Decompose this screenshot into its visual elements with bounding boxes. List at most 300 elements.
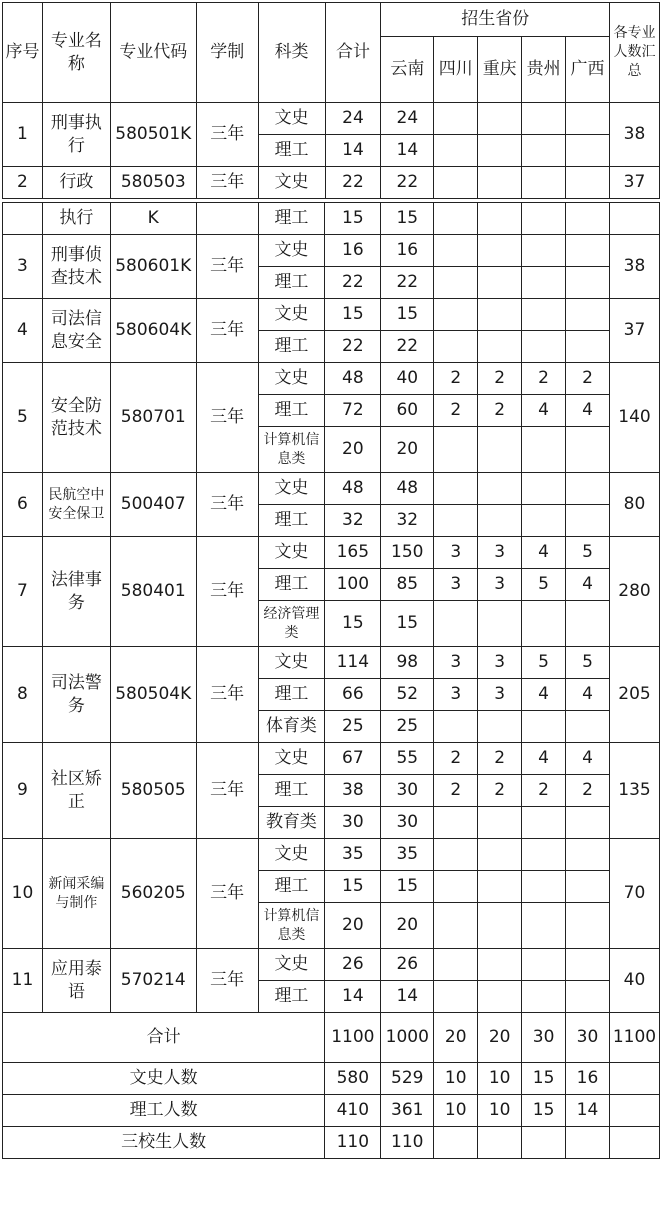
header-category: 科类	[258, 3, 325, 103]
cell-duration: 三年	[196, 647, 258, 743]
cell-province-value: 55	[381, 743, 434, 775]
cell-province-value: 2	[434, 363, 478, 395]
cell-province-value	[434, 839, 478, 871]
cell-major-name: 社区矫正	[42, 743, 110, 839]
cell-province-value	[522, 427, 566, 473]
cell-total: 48	[325, 473, 381, 505]
cell-total: 35	[325, 839, 381, 871]
cell-province-value: 26	[381, 949, 434, 981]
cell-major-code: 500407	[110, 473, 196, 537]
summary-value: 529	[381, 1063, 434, 1095]
cell-province-value	[478, 839, 522, 871]
cell-total: 20	[325, 427, 381, 473]
cell-major-name: 行政	[42, 167, 110, 199]
cell-province-value	[478, 981, 522, 1013]
cell-province-value	[522, 267, 566, 299]
cell-province-value	[478, 711, 522, 743]
cell-total: 30	[325, 807, 381, 839]
cell-province-value	[522, 807, 566, 839]
cell-category: 计算机信息类	[258, 427, 325, 473]
table-row	[3, 839, 660, 871]
cell-province-value	[434, 505, 478, 537]
summary-value	[566, 1127, 610, 1159]
cell-total: 72	[325, 395, 381, 427]
cell-major-code: K	[110, 203, 196, 235]
table-row	[3, 473, 660, 505]
cell-province-value: 4	[566, 569, 610, 601]
cell-province-value	[478, 473, 522, 505]
cell-province-value	[434, 601, 478, 647]
cell-major-name: 执行	[42, 203, 110, 235]
cell-province-value: 2	[434, 743, 478, 775]
summary-value: 10	[434, 1095, 478, 1127]
cell-province-value	[566, 807, 610, 839]
cell-major-sum: 38	[609, 235, 659, 299]
cell-total: 22	[325, 167, 381, 199]
cell-province-value: 2	[566, 363, 610, 395]
cell-total: 25	[325, 711, 381, 743]
header-province-sichuan: 四川	[434, 37, 478, 103]
cell-province-value: 98	[381, 647, 434, 679]
cell-province-value	[434, 235, 478, 267]
cell-province-value	[434, 949, 478, 981]
cell-major-sum: 205	[609, 647, 659, 743]
cell-province-value: 3	[434, 569, 478, 601]
cell-province-value: 15	[381, 871, 434, 903]
summary-value: 10	[478, 1063, 522, 1095]
header-province-guangxi: 广西	[566, 37, 610, 103]
cell-province-value: 2	[478, 775, 522, 807]
cell-category: 理工	[258, 135, 325, 167]
table-row	[3, 647, 660, 679]
cell-province-value: 22	[381, 167, 434, 199]
cell-province-value: 2	[478, 395, 522, 427]
header-major-name: 专业名称	[42, 3, 110, 103]
table-row	[3, 743, 660, 775]
summary-value: 361	[381, 1095, 434, 1127]
header-province-yunnan: 云南	[381, 37, 434, 103]
summary-value: 10	[434, 1063, 478, 1095]
cell-province-value: 2	[434, 395, 478, 427]
cell-major-code: 580701	[110, 363, 196, 473]
cell-province-value	[478, 103, 522, 135]
cell-province-value: 3	[478, 679, 522, 711]
cell-province-value	[434, 203, 478, 235]
cell-province-value	[434, 711, 478, 743]
table-row	[3, 363, 660, 395]
cell-province-value	[566, 981, 610, 1013]
cell-province-value	[478, 871, 522, 903]
cell-duration: 三年	[196, 103, 258, 167]
header-duration: 学制	[196, 3, 258, 103]
cell-category: 文史	[258, 647, 325, 679]
cell-province-value	[434, 807, 478, 839]
cell-province-value	[434, 427, 478, 473]
cell-major-name: 司法警务	[42, 647, 110, 743]
cell-index: 8	[3, 647, 43, 743]
cell-index: 2	[3, 167, 43, 199]
cell-total: 15	[325, 871, 381, 903]
cell-province-value: 35	[381, 839, 434, 871]
cell-province-value: 2	[522, 363, 566, 395]
summary-value: 10	[478, 1095, 522, 1127]
cell-duration: 三年	[196, 839, 258, 949]
summary-label: 文史人数	[3, 1063, 325, 1095]
cell-province-value: 5	[522, 569, 566, 601]
cell-province-value	[566, 203, 610, 235]
cell-province-value: 3	[478, 647, 522, 679]
cell-duration: 三年	[196, 299, 258, 363]
cell-province-value	[566, 331, 610, 363]
summary-value: 14	[566, 1095, 610, 1127]
cell-major-sum	[609, 203, 659, 235]
cell-total: 14	[325, 135, 381, 167]
cell-category: 文史	[258, 949, 325, 981]
header-total: 合计	[325, 3, 381, 103]
summary-value: 15	[522, 1063, 566, 1095]
cell-major-code: 580504K	[110, 647, 196, 743]
header-province-guizhou: 贵州	[522, 37, 566, 103]
cell-major-code: 560205	[110, 839, 196, 949]
cell-province-value: 48	[381, 473, 434, 505]
cell-total: 15	[325, 601, 381, 647]
cell-province-value: 4	[522, 395, 566, 427]
cell-province-value	[478, 267, 522, 299]
cell-province-value	[566, 711, 610, 743]
cell-total: 114	[325, 647, 381, 679]
cell-total: 15	[325, 299, 381, 331]
cell-total: 16	[325, 235, 381, 267]
cell-major-code: 580601K	[110, 235, 196, 299]
cell-province-value	[522, 711, 566, 743]
cell-province-value	[478, 167, 522, 199]
cell-province-value: 150	[381, 537, 434, 569]
cell-category: 理工	[258, 679, 325, 711]
cell-index: 4	[3, 299, 43, 363]
table-row	[3, 103, 660, 135]
summary-value	[609, 1063, 659, 1095]
cell-province-value	[566, 235, 610, 267]
cell-major-sum: 70	[609, 839, 659, 949]
cell-category: 文史	[258, 473, 325, 505]
summary-value: 580	[325, 1063, 381, 1095]
cell-province-value: 15	[381, 601, 434, 647]
cell-province-value: 4	[522, 537, 566, 569]
summary-row	[3, 1013, 660, 1063]
cell-province-value: 3	[434, 647, 478, 679]
summary-value: 15	[522, 1095, 566, 1127]
cell-duration: 三年	[196, 537, 258, 647]
cell-total: 22	[325, 267, 381, 299]
table-row	[3, 949, 660, 981]
cell-duration: 三年	[196, 235, 258, 299]
cell-province-value: 24	[381, 103, 434, 135]
summary-value: 16	[566, 1063, 610, 1095]
cell-index: 9	[3, 743, 43, 839]
cell-major-sum: 140	[609, 363, 659, 473]
cell-province-value: 16	[381, 235, 434, 267]
cell-province-value	[522, 103, 566, 135]
cell-province-value	[478, 135, 522, 167]
cell-category: 经济管理类	[258, 601, 325, 647]
cell-category: 文史	[258, 167, 325, 199]
cell-province-value: 14	[381, 135, 434, 167]
cell-province-value: 60	[381, 395, 434, 427]
cell-province-value: 2	[566, 775, 610, 807]
cell-duration	[196, 203, 258, 235]
cell-major-code: 580503	[110, 167, 196, 199]
cell-province-value: 25	[381, 711, 434, 743]
summary-value	[478, 1127, 522, 1159]
cell-province-value: 20	[381, 903, 434, 949]
cell-province-value: 2	[434, 775, 478, 807]
cell-major-code: 580505	[110, 743, 196, 839]
cell-major-code: 580501K	[110, 103, 196, 167]
cell-province-value	[566, 427, 610, 473]
cell-index: 10	[3, 839, 43, 949]
cell-province-value	[478, 505, 522, 537]
cell-province-value	[522, 981, 566, 1013]
cell-province-value	[478, 331, 522, 363]
cell-province-value: 52	[381, 679, 434, 711]
summary-value: 20	[434, 1013, 478, 1063]
cell-province-value	[566, 949, 610, 981]
summary-value: 410	[325, 1095, 381, 1127]
cell-province-value	[566, 299, 610, 331]
cell-province-value: 15	[381, 299, 434, 331]
cell-index: 7	[3, 537, 43, 647]
cell-province-value	[566, 135, 610, 167]
cell-major-sum: 37	[609, 299, 659, 363]
cell-province-value: 14	[381, 981, 434, 1013]
cell-province-value: 32	[381, 505, 434, 537]
header-index: 序号	[3, 3, 43, 103]
cell-total: 24	[325, 103, 381, 135]
header-major-sum: 各专业人数汇总	[610, 3, 660, 103]
cell-total: 22	[325, 331, 381, 363]
cell-province-value	[478, 903, 522, 949]
summary-row	[3, 1127, 660, 1159]
cell-major-code: 580604K	[110, 299, 196, 363]
table-row	[3, 299, 660, 331]
cell-category: 体育类	[258, 711, 325, 743]
cell-index: 1	[3, 103, 43, 167]
cell-major-name: 刑事执行	[42, 103, 110, 167]
cell-category: 文史	[258, 537, 325, 569]
cell-province-value	[434, 903, 478, 949]
cell-province-value	[566, 103, 610, 135]
summary-row	[3, 1095, 660, 1127]
cell-category: 文史	[258, 299, 325, 331]
cell-category: 文史	[258, 743, 325, 775]
cell-province-value: 2	[478, 743, 522, 775]
cell-province-value	[522, 871, 566, 903]
summary-label: 三校生人数	[3, 1127, 325, 1159]
cell-province-value: 85	[381, 569, 434, 601]
cell-duration: 三年	[196, 363, 258, 473]
cell-province-value	[522, 505, 566, 537]
cell-duration: 三年	[196, 473, 258, 537]
cell-major-sum: 38	[610, 103, 660, 167]
cell-province-value: 22	[381, 267, 434, 299]
enrollment-table-top	[2, 2, 660, 199]
cell-major-sum: 37	[610, 167, 660, 199]
cell-province-value	[566, 167, 610, 199]
cell-province-value	[566, 473, 610, 505]
cell-total: 165	[325, 537, 381, 569]
cell-province-value	[566, 839, 610, 871]
cell-province-value	[522, 601, 566, 647]
cell-major-name: 新闻采编与制作	[42, 839, 110, 949]
cell-major-sum: 80	[609, 473, 659, 537]
table-row	[3, 235, 660, 267]
cell-major-sum: 280	[609, 537, 659, 647]
cell-province-value: 3	[434, 537, 478, 569]
cell-category: 理工	[258, 267, 325, 299]
cell-province-value	[522, 331, 566, 363]
cell-major-code: 570214	[110, 949, 196, 1013]
cell-province-value	[434, 981, 478, 1013]
summary-value	[434, 1127, 478, 1159]
cell-category: 文史	[258, 235, 325, 267]
cell-category: 计算机信息类	[258, 903, 325, 949]
summary-value: 1100	[609, 1013, 659, 1063]
table-row	[3, 537, 660, 569]
cell-category: 理工	[258, 775, 325, 807]
cell-index: 6	[3, 473, 43, 537]
cell-province-value	[566, 903, 610, 949]
cell-province-value	[566, 267, 610, 299]
cell-total: 14	[325, 981, 381, 1013]
table-row	[3, 167, 660, 199]
cell-major-name: 法律事务	[42, 537, 110, 647]
cell-province-value: 5	[566, 537, 610, 569]
cell-duration: 三年	[196, 949, 258, 1013]
cell-major-name: 民航空中安全保卫	[42, 473, 110, 537]
header-province-chongqing: 重庆	[478, 37, 522, 103]
cell-province-value: 3	[434, 679, 478, 711]
cell-province-value	[478, 427, 522, 473]
summary-row	[3, 1063, 660, 1095]
cell-duration: 三年	[196, 167, 258, 199]
cell-province-value	[522, 135, 566, 167]
cell-category: 文史	[258, 839, 325, 871]
summary-value: 110	[381, 1127, 434, 1159]
cell-province-value	[434, 135, 478, 167]
summary-value	[609, 1127, 659, 1159]
cell-major-code: 580401	[110, 537, 196, 647]
cell-category: 理工	[258, 569, 325, 601]
cell-total: 48	[325, 363, 381, 395]
cell-province-value	[478, 299, 522, 331]
cell-major-name: 司法信息安全	[42, 299, 110, 363]
cell-province-value: 2	[522, 775, 566, 807]
cell-total: 66	[325, 679, 381, 711]
cell-province-value: 4	[566, 395, 610, 427]
cell-province-value	[522, 167, 566, 199]
cell-province-value	[522, 839, 566, 871]
cell-total: 15	[325, 203, 381, 235]
summary-value: 110	[325, 1127, 381, 1159]
cell-category: 文史	[258, 103, 325, 135]
summary-value: 1100	[325, 1013, 381, 1063]
cell-total: 100	[325, 569, 381, 601]
cell-category: 理工	[258, 395, 325, 427]
cell-province-value: 4	[522, 743, 566, 775]
cell-province-value: 30	[381, 775, 434, 807]
summary-value	[609, 1095, 659, 1127]
cell-duration: 三年	[196, 743, 258, 839]
cell-province-value	[478, 203, 522, 235]
cell-province-value	[478, 601, 522, 647]
cell-province-value: 30	[381, 807, 434, 839]
cell-category: 理工	[258, 331, 325, 363]
cell-province-value: 2	[478, 363, 522, 395]
cell-major-name: 安全防范技术	[42, 363, 110, 473]
cell-province-value	[566, 505, 610, 537]
cell-province-value	[478, 807, 522, 839]
summary-value: 30	[522, 1013, 566, 1063]
cell-category: 理工	[258, 203, 325, 235]
cell-province-value	[522, 299, 566, 331]
cell-province-value: 4	[522, 679, 566, 711]
cell-major-sum: 40	[609, 949, 659, 1013]
cell-category: 文史	[258, 363, 325, 395]
cell-province-value: 40	[381, 363, 434, 395]
cell-province-value	[478, 235, 522, 267]
cell-total: 38	[325, 775, 381, 807]
cell-major-sum: 135	[609, 743, 659, 839]
cell-province-value: 5	[522, 647, 566, 679]
summary-value: 20	[478, 1013, 522, 1063]
cell-province-value: 4	[566, 679, 610, 711]
cell-province-value	[434, 473, 478, 505]
cell-total: 67	[325, 743, 381, 775]
summary-label: 合计	[3, 1013, 325, 1063]
cell-province-value	[522, 203, 566, 235]
summary-value: 1000	[381, 1013, 434, 1063]
cell-index	[3, 203, 43, 235]
cell-province-value	[434, 267, 478, 299]
cell-major-name: 刑事侦查技术	[42, 235, 110, 299]
cell-province-value: 3	[478, 569, 522, 601]
cell-category: 理工	[258, 981, 325, 1013]
enrollment-table-bottom	[2, 202, 660, 1159]
cell-province-value	[522, 949, 566, 981]
cell-province-value: 5	[566, 647, 610, 679]
summary-value	[522, 1127, 566, 1159]
summary-value: 30	[566, 1013, 610, 1063]
cell-province-value	[434, 167, 478, 199]
table-row	[3, 203, 660, 235]
cell-index: 5	[3, 363, 43, 473]
cell-province-value	[434, 103, 478, 135]
cell-total: 26	[325, 949, 381, 981]
cell-province-value	[434, 299, 478, 331]
cell-province-value	[522, 473, 566, 505]
cell-category: 理工	[258, 871, 325, 903]
cell-province-value: 4	[566, 743, 610, 775]
cell-province-value	[522, 903, 566, 949]
cell-province-value	[566, 871, 610, 903]
cell-province-value: 22	[381, 331, 434, 363]
cell-category: 教育类	[258, 807, 325, 839]
cell-province-value	[434, 871, 478, 903]
cell-total: 32	[325, 505, 381, 537]
cell-province-value	[522, 235, 566, 267]
cell-province-value: 20	[381, 427, 434, 473]
cell-total: 20	[325, 903, 381, 949]
